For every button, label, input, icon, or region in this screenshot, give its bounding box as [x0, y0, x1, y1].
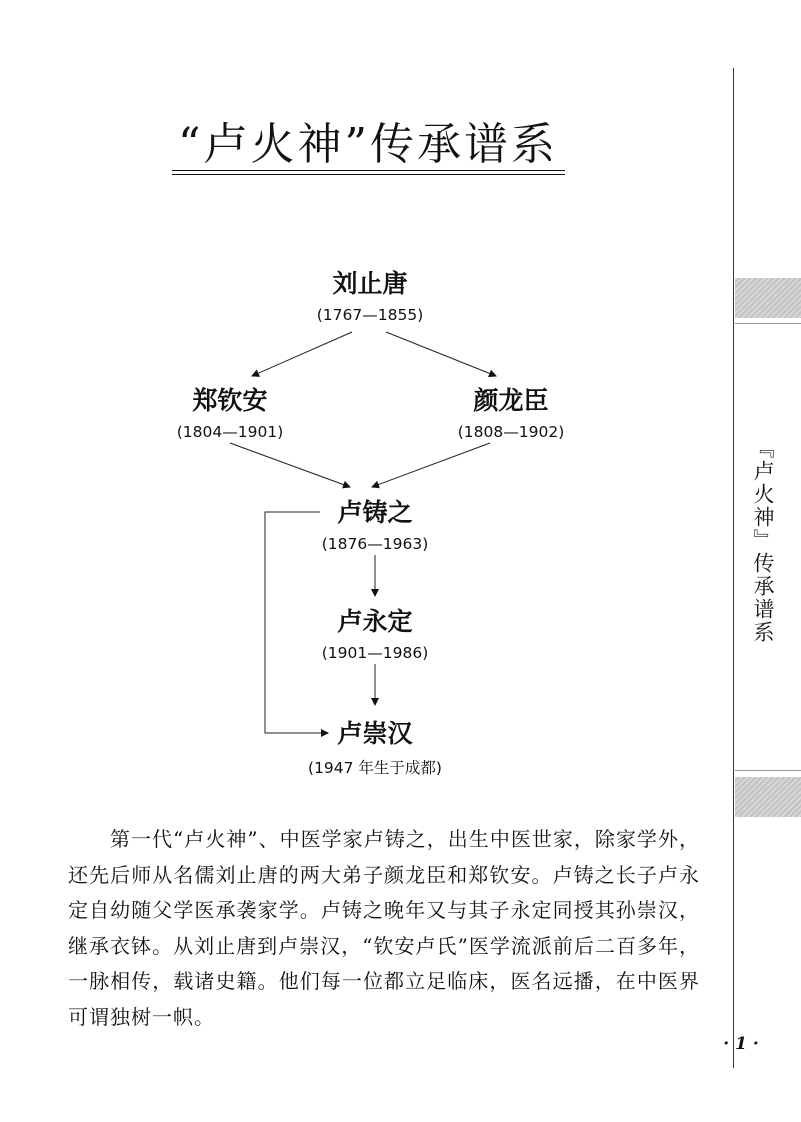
page-number: · 1 ·	[723, 1034, 759, 1054]
arrow-yan-to-lu	[372, 443, 490, 487]
margin-band-bottom	[735, 777, 801, 817]
margin-band-top-line	[735, 323, 801, 324]
margin-rule	[733, 68, 734, 1068]
margin-band-bottom-line	[735, 770, 801, 771]
node-lu-zhuzhi-name: 卢铸之	[337, 498, 413, 527]
body-paragraph: 第一代“卢火神”、中医学家卢铸之，出生中医世家，除家学外，还先后师从名儒刘止唐的两大弟子颜龙臣和郑钦安。卢铸之长子卢永定自幼随父学医承袭家学。卢铸之晚年又与其子永定同授其孙崇汉，继承衣钵。从刘止唐到卢崇汉，“钦安卢氏”医学流派前后二百多年，一脉相传，载诸史籍。他们每一位都立足临床，医名远播，在中医界可谓独树一帜。	[68, 827, 700, 1029]
node-lu-yongding-years: (1901—1986)	[321, 644, 429, 662]
node-zheng-qinan-years: (1804—1901)	[176, 423, 284, 441]
arrow-zheng-to-lu	[230, 443, 350, 487]
arrow-liu-to-yan	[386, 332, 496, 376]
node-liu-zhitang-name: 刘止唐	[332, 269, 408, 298]
side-running-title: 『卢火神』传承谱系	[751, 437, 775, 644]
node-yan-longchen-name: 颜龙臣	[473, 386, 549, 415]
margin-band-top	[735, 278, 801, 318]
node-lu-zhuzhi-years: (1876—1963)	[321, 535, 429, 553]
node-lu-chonghan-name: 卢崇汉	[337, 719, 413, 748]
arrow-liu-to-zheng	[252, 332, 352, 376]
node-zheng-qinan-name: 郑钦安	[192, 386, 268, 415]
node-lu-yongding-name: 卢永定	[337, 607, 413, 636]
page-title: “卢火神”传承谱系	[178, 119, 558, 170]
node-liu-zhitang-years: (1767—1855)	[316, 306, 424, 324]
node-lu-chonghan-years: (1947 年生于成都)	[308, 759, 442, 777]
node-yan-longchen-years: (1808—1902)	[457, 423, 565, 441]
